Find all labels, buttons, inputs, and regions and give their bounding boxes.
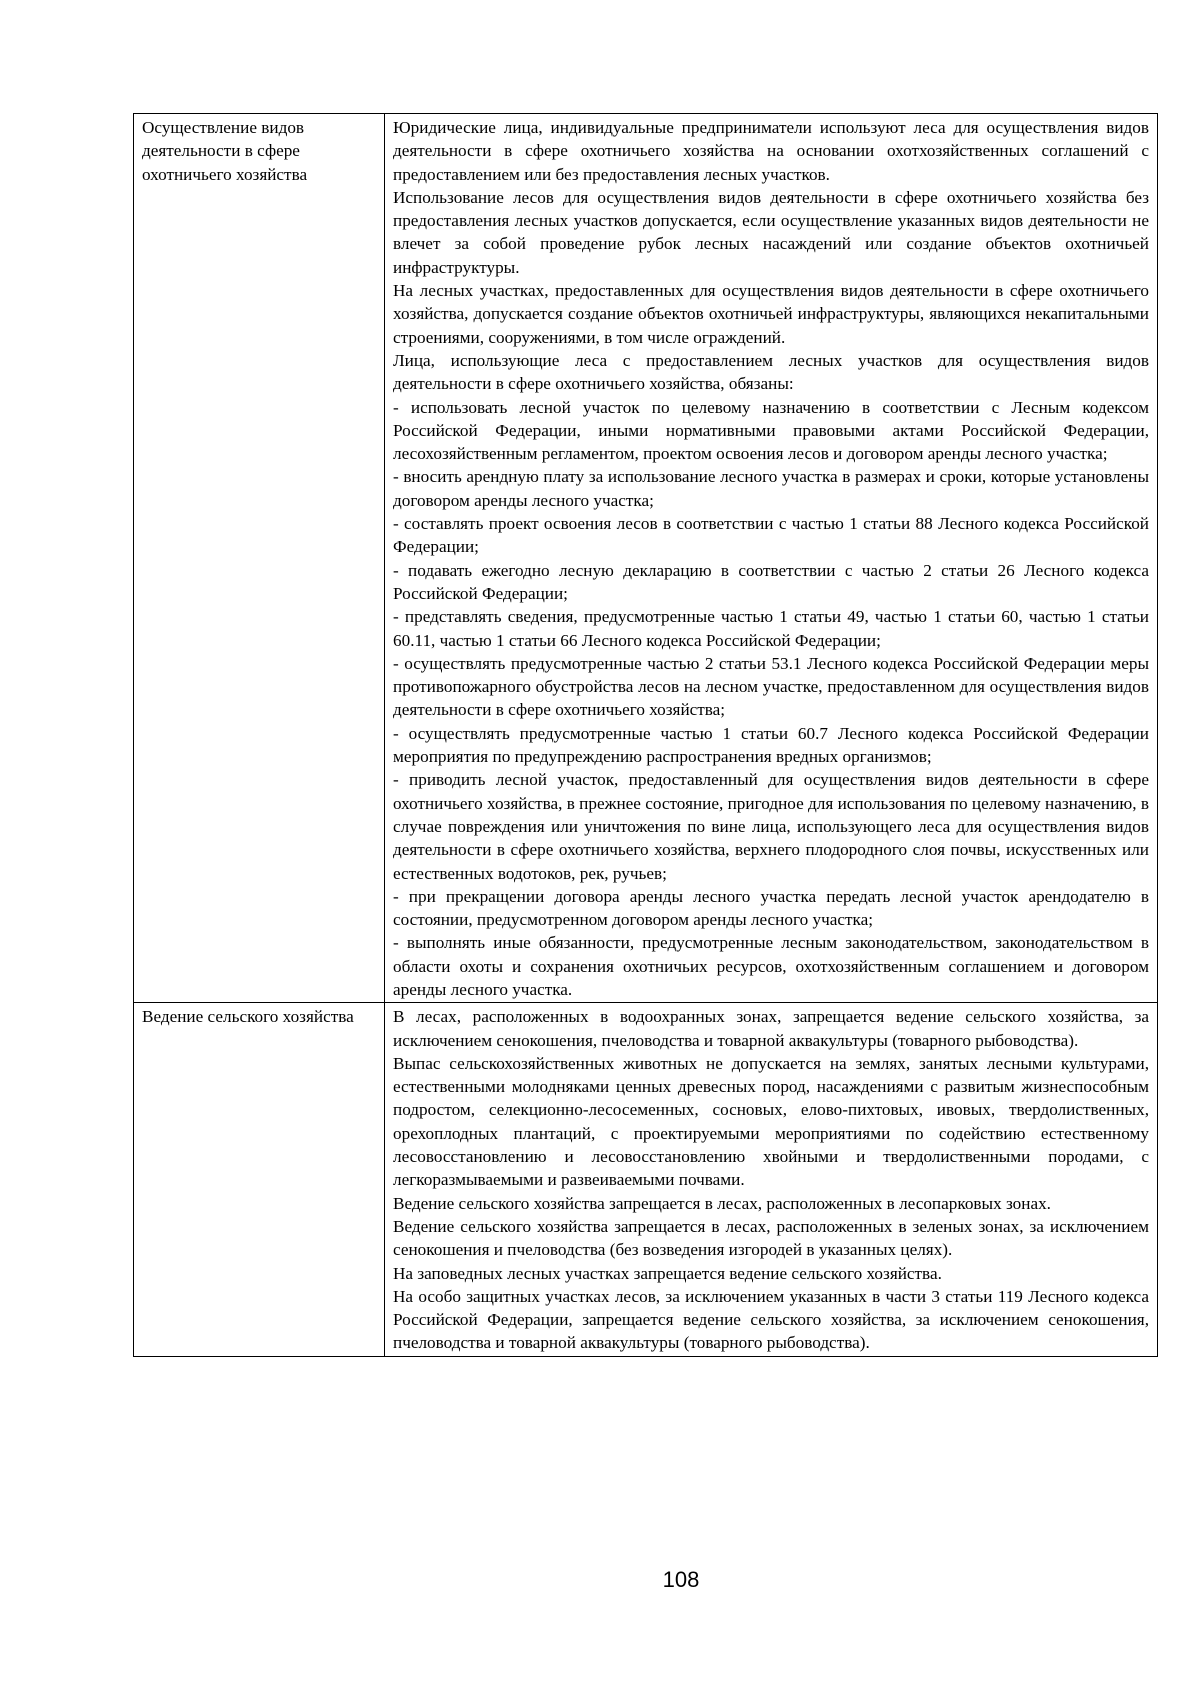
activity-type-cell: Ведение сельского хозяйства (134, 1003, 385, 1356)
requirement-paragraph: - подавать ежегодно лесную декларацию в соответствии с частью 2 статьи 26 Лесного кодекса Российской Федерации; (393, 560, 1149, 603)
requirement-paragraph: Использование лесов для осуществления видов деятельности в сфере охотничьего хозяйства без предоставления лесных участков допускается, если осуществление указанных видов деятельности не влечет за собой проведение рубок лесных насаждений или создание объектов охотничьей инфраструктуры. (393, 187, 1149, 277)
requirement-paragraph: Юридические лица, индивидуальные предприниматели используют леса для осуществления видов деятельности в сфере охотничьего хозяйства на основании охотхозяйственных соглашений с предоставлением или без предоставления лесных участков. (393, 118, 1149, 184)
requirement-paragraph: На лесных участках, предоставленных для осуществления видов деятельности в сфере охотничьего хозяйства, допускается создание объектов охотничьей инфраструктуры, являющихся некапитальными строениями, сооружениями, в том числе ограждений. (393, 281, 1149, 347)
requirement-paragraph: В лесах, расположенных в водоохранных зонах, запрещается ведение сельского хозяйства, за исключением сенокошения, пчеловодства и товарной аквакультуры (товарного рыбоводства). (393, 1007, 1149, 1050)
requirement-paragraph: На особо защитных участках лесов, за исключением указанных в части 3 статьи 119 Лесного кодекса Российской Федерации, запрещается ведение сельского хозяйства, за исключением сенокошения, пчеловодства и товарной аквакультуры (товарного рыбоводства). (393, 1286, 1149, 1353)
requirement-paragraph: На заповедных лесных участках запрещается ведение сельского хозяйства. (393, 1263, 942, 1283)
table-row (134, 114, 1158, 1003)
requirements-cell (385, 114, 1158, 1003)
requirement-paragraph: - составлять проект освоения лесов в соответствии с частью 1 статьи 88 Лесного кодекса Российской Федерации; (393, 514, 1149, 557)
requirement-paragraph: Ведение сельского хозяйства запрещается в лесах, расположенных в зеленых зонах, за исключением сенокошения и пчеловодства (без возведения изгородей в указанных целях). (393, 1216, 1149, 1260)
table-row (134, 1003, 1158, 1356)
requirement-paragraph: - выполнять иные обязанности, предусмотренные лесным законодательством, законодательством в области охоты и сохранения охотничьих ресурсов, охотхозяйственным соглашением и договором аренды лесного участка. (393, 933, 1149, 999)
page-number: 108 (662, 1567, 700, 1592)
requirement-paragraph: - использовать лесной участок по целевому назначению в соответствии с Лесным кодексом Российской Федерации, иными нормативными правовыми актами Российской Федерации, лесохозяйственным регламентом, проектом освоения лесов и договором аренды лесного участка; (393, 397, 1149, 464)
requirement-paragraph: - приводить лесной участок, предоставленный для осуществления видов деятельности в сфере охотничьего хозяйства, в прежнее состояние, пригодное для использования по целевому назначению, в случае повреждения или уничтожения по вине лица, использующего леса для осуществления видов деятельности в сфере охотничьего хозяйства, верхнего плодородного слоя почвы, искусственных или естественных водотоков, рек, ручьев; (393, 770, 1149, 883)
activity-type-cell: Осуществление видов деятельности в сфере охотничьего хозяйства (134, 114, 385, 1003)
requirements-cell (385, 1003, 1158, 1356)
table-body (134, 114, 1158, 1357)
regulation-table (133, 113, 1158, 1357)
requirement-paragraph: - при прекращении договора аренды лесного участка передать лесной участок арендодателю в состоянии, предусмотренном договором аренды лесного участка; (393, 886, 1149, 930)
requirement-paragraph: - осуществлять предусмотренные частью 2 статьи 53.1 Лесного кодекса Российской Федерации меры противопожарного обустройства лесов на лесном участке, предоставленном для осуществления видов деятельности в сфере охотничьего хозяйства; (393, 653, 1149, 720)
requirement-paragraph: - представлять сведения, предусмотренные частью 1 статьи 49, частью 1 статьи 60, частью 1 статьи 60.11, частью 1 статьи 66 Лесного кодекса Российской Федерации; (393, 607, 1149, 650)
requirement-paragraph: Ведение сельского хозяйства запрещается в лесах, расположенных в лесопарковых зонах. (393, 1193, 1051, 1213)
requirement-paragraph: Лица, использующие леса с предоставлением лесных участков для осуществления видов деятельности в сфере охотничьего хозяйства, обязаны: (393, 350, 1149, 394)
requirement-paragraph: - осуществлять предусмотренные частью 1 статьи 60.7 Лесного кодекса Российской Федерации мероприятия по предупреждению распространения вредных организмов; (393, 723, 1149, 767)
requirement-paragraph: Выпас сельскохозяйственных животных не допускается на землях, занятых лесными культурами, естественными молодняками ценных древесных пород, насаждениями с развитым жизнеспособным подростом, селекционно-лесосеменных, сосновых, елово-пихтовых, ивовых, твердолиственных, орехоплодных плантаций, с проектируемыми мероприятиями по содействию естественному лесовосстановлению и лесовосстановлению хвойными и твердолиственными породами, с легкоразмываемыми и развеиваемыми почвами. (393, 1053, 1149, 1190)
requirement-paragraph: - вносить арендную плату за использование лесного участка в размерах и сроки, которые установлены договором аренды лесного участка; (393, 467, 1149, 510)
